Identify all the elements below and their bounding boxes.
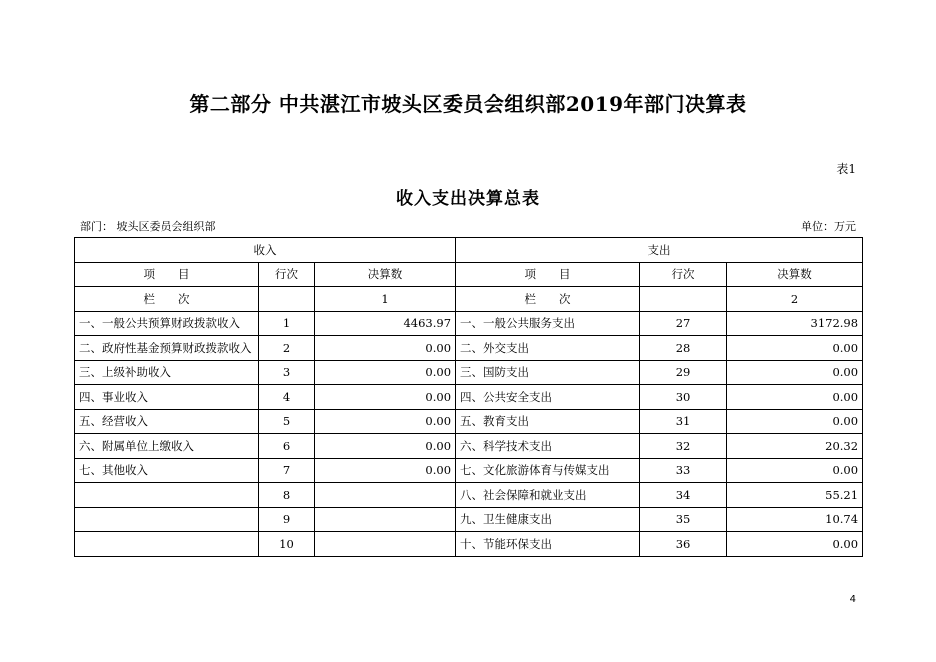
department-label: 部门： 坡头区委员会组织部 [80,220,216,233]
table-row [75,336,863,361]
income-item-header: 项 目 [75,262,259,287]
income-item-cell [75,507,259,532]
table-title: 收入支出决算总表 [396,189,540,209]
expense-amount-cell: 0.00 [727,336,863,361]
expense-item-cell: 三、国防支出 [456,360,640,385]
expense-amount-cell: 0.00 [727,532,863,557]
expense-item-cell: 十、节能环保支出 [456,532,640,557]
income-row-no-cell: 1 [259,311,315,336]
income-amount-cell: 0.00 [315,385,456,410]
page-title: 第二部分 中共湛江市坡头区委员会组织部2019年部门决算表 [189,92,747,116]
expense-amount-cell: 10.74 [727,507,863,532]
income-item-cell: 一、一般公共预算财政拨款收入 [75,311,259,336]
expense-item-cell: 二、外交支出 [456,336,640,361]
budget-table [74,237,863,557]
table-number: 表1 [836,162,856,176]
income-amount-cell: 0.00 [315,336,456,361]
income-item-cell: 二、政府性基金预算财政拨款收入 [75,336,259,361]
income-row-no-cell: 9 [259,507,315,532]
income-row-no-cell: 6 [259,434,315,459]
expense-amount-cell: 0.00 [727,385,863,410]
income-item-cell: 四、事业收入 [75,385,259,410]
expense-row-no-cell: 28 [640,336,727,361]
income-row-no-cell: 8 [259,483,315,508]
expense-item-cell: 一、一般公共服务支出 [456,311,640,336]
table-row [75,483,863,508]
expense-item-cell: 六、科学技术支出 [456,434,640,459]
expense-amount-cell: 3172.98 [727,311,863,336]
income-row-no-cell: 7 [259,458,315,483]
income-row-no-cell: 10 [259,532,315,557]
expense-amount-cell: 20.32 [727,434,863,459]
table-row [75,360,863,385]
table-row [75,507,863,532]
page-number: 4 [849,594,856,605]
income-amount-header: 决算数 [315,262,456,287]
expense-item-cell: 七、文化旅游体育与传媒支出 [456,458,640,483]
expense-amount-header: 决算数 [727,262,863,287]
table-row [75,311,863,336]
expense-row-no-header: 行次 [640,262,727,287]
income-lanci: 栏 次 [75,287,259,312]
income-column-number: 1 [315,287,456,312]
income-amount-cell: 0.00 [315,360,456,385]
income-amount-cell: 4463.97 [315,311,456,336]
expense-amount-cell: 55.21 [727,483,863,508]
income-item-cell: 五、经营收入 [75,409,259,434]
expense-row-no-cell: 33 [640,458,727,483]
income-header: 收入 [75,238,456,263]
income-row-no-cell: 3 [259,360,315,385]
header-row-section [75,238,863,263]
income-amount-cell [315,532,456,557]
expense-item-cell: 五、教育支出 [456,409,640,434]
expense-row-no-cell: 34 [640,483,727,508]
income-item-cell: 七、其他收入 [75,458,259,483]
income-item-cell [75,532,259,557]
income-amount-cell: 0.00 [315,434,456,459]
table-row [75,409,863,434]
table-row [75,385,863,410]
expense-item-header: 项 目 [456,262,640,287]
income-row-no-header: 行次 [259,262,315,287]
income-lanci-empty [259,287,315,312]
table-row [75,434,863,459]
expense-row-no-cell: 27 [640,311,727,336]
expense-lanci-empty [640,287,727,312]
expense-column-number: 2 [727,287,863,312]
income-row-no-cell: 2 [259,336,315,361]
expense-row-no-cell: 30 [640,385,727,410]
expense-amount-cell: 0.00 [727,360,863,385]
table-row [75,532,863,557]
header-row-columns [75,262,863,287]
income-row-no-cell: 5 [259,409,315,434]
expense-row-no-cell: 31 [640,409,727,434]
income-row-no-cell: 4 [259,385,315,410]
header-row-lanci [75,287,863,312]
expense-row-no-cell: 35 [640,507,727,532]
income-amount-cell: 0.00 [315,458,456,483]
expense-amount-cell: 0.00 [727,458,863,483]
income-amount-cell [315,483,456,508]
expense-amount-cell: 0.00 [727,409,863,434]
expense-item-cell: 八、社会保障和就业支出 [456,483,640,508]
unit-label: 单位：万元 [801,220,856,233]
expense-lanci: 栏 次 [456,287,640,312]
expense-item-cell: 四、公共安全支出 [456,385,640,410]
table-row [75,458,863,483]
expense-row-no-cell: 36 [640,532,727,557]
income-amount-cell [315,507,456,532]
expense-header: 支出 [456,238,863,263]
income-item-cell [75,483,259,508]
expense-item-cell: 九、卫生健康支出 [456,507,640,532]
income-item-cell: 三、上级补助收入 [75,360,259,385]
expense-row-no-cell: 29 [640,360,727,385]
expense-row-no-cell: 32 [640,434,727,459]
income-item-cell: 六、附属单位上缴收入 [75,434,259,459]
income-amount-cell: 0.00 [315,409,456,434]
